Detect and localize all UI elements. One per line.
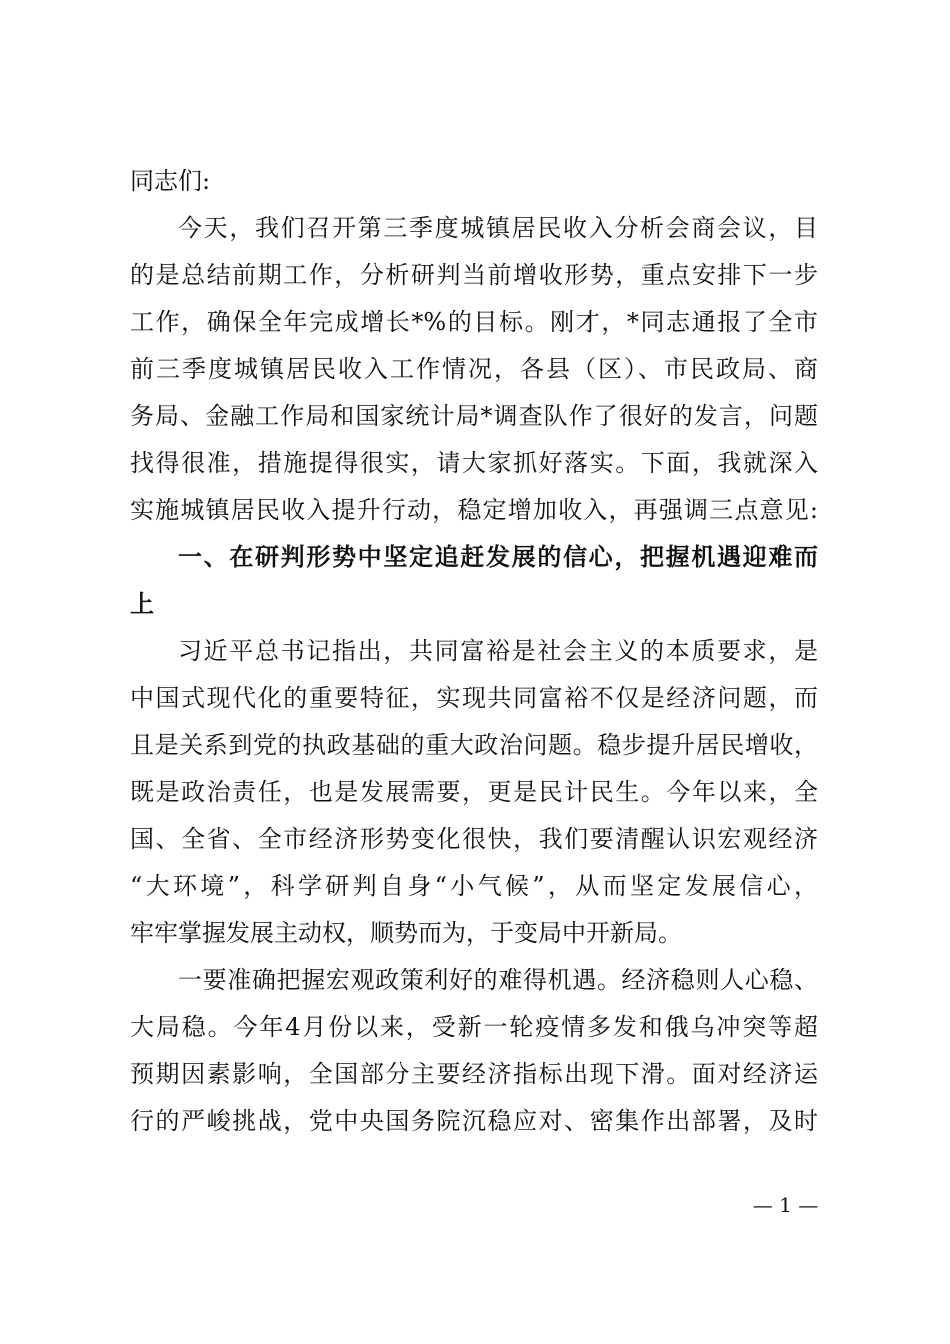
paragraph-line: 找得很准，措施提得很实，请大家抓好落实。下面，我就深入 (130, 449, 818, 477)
page-number: — 1 — (752, 1193, 819, 1217)
paragraph-line: 行的严峻挑战，党中央国务院沉稳应对、密集作出部署，及时 (130, 1107, 818, 1135)
paragraph-line: 实施城镇居民收入提升行动，稳定增加收入，再强调三点意见: (130, 496, 818, 524)
paragraph-line: 既是政治责任，也是发展需要，更是民计民生。今年以来，全 (130, 778, 818, 806)
document-body (130, 158, 818, 1145)
paragraph-line: 预期因素影响，全国部分主要经济指标出现下滑。面对经济运 (130, 1060, 818, 1088)
paragraph-line: 习近平总书记指出，共同富裕是社会主义的本质要求，是 (178, 637, 818, 665)
section-heading-continued: 上 (130, 590, 154, 618)
paragraph-line: 的是总结前期工作，分析研判当前增收形势，重点安排下一步 (130, 261, 818, 289)
paragraph-line: 工作，确保全年完成增长*%的目标。刚才，*同志通报了全市 (130, 308, 818, 336)
paragraph-line: 前三季度城镇居民收入工作情况，各县（区）、市民政局、商 (130, 355, 818, 383)
paragraph-line: “大环境”，科学研判自身“小气候”，从而坚定发展信心， (130, 872, 818, 900)
paragraph-line: 大局稳。今年4月份以来，受新一轮疫情多发和俄乌冲突等超 (130, 1013, 818, 1041)
section-heading: 一、在研判形势中坚定追赶发展的信心，把握机遇迎难而 (178, 543, 818, 571)
paragraph-line: 国、全省、全市经济形势变化很快，我们要清醒认识宏观经济 (130, 825, 818, 853)
paragraph-line: 务局、金融工作局和国家统计局*调查队作了很好的发言，问题 (130, 402, 818, 430)
paragraph-line: 一要准确把握宏观政策利好的难得机遇。经济稳则人心稳、 (178, 966, 818, 994)
paragraph-line: 且是关系到党的执政基础的重大政治问题。稳步提升居民增收， (130, 731, 818, 759)
paragraph-line: 中国式现代化的重要特征，实现共同富裕不仅是经济问题，而 (130, 684, 818, 712)
salutation: 同志们: (130, 167, 211, 195)
paragraph-line: 牢牢掌握发展主动权，顺势而为，于变局中开新局。 (130, 919, 682, 947)
paragraph-line: 今天，我们召开第三季度城镇居民收入分析会商会议，目 (178, 214, 818, 242)
